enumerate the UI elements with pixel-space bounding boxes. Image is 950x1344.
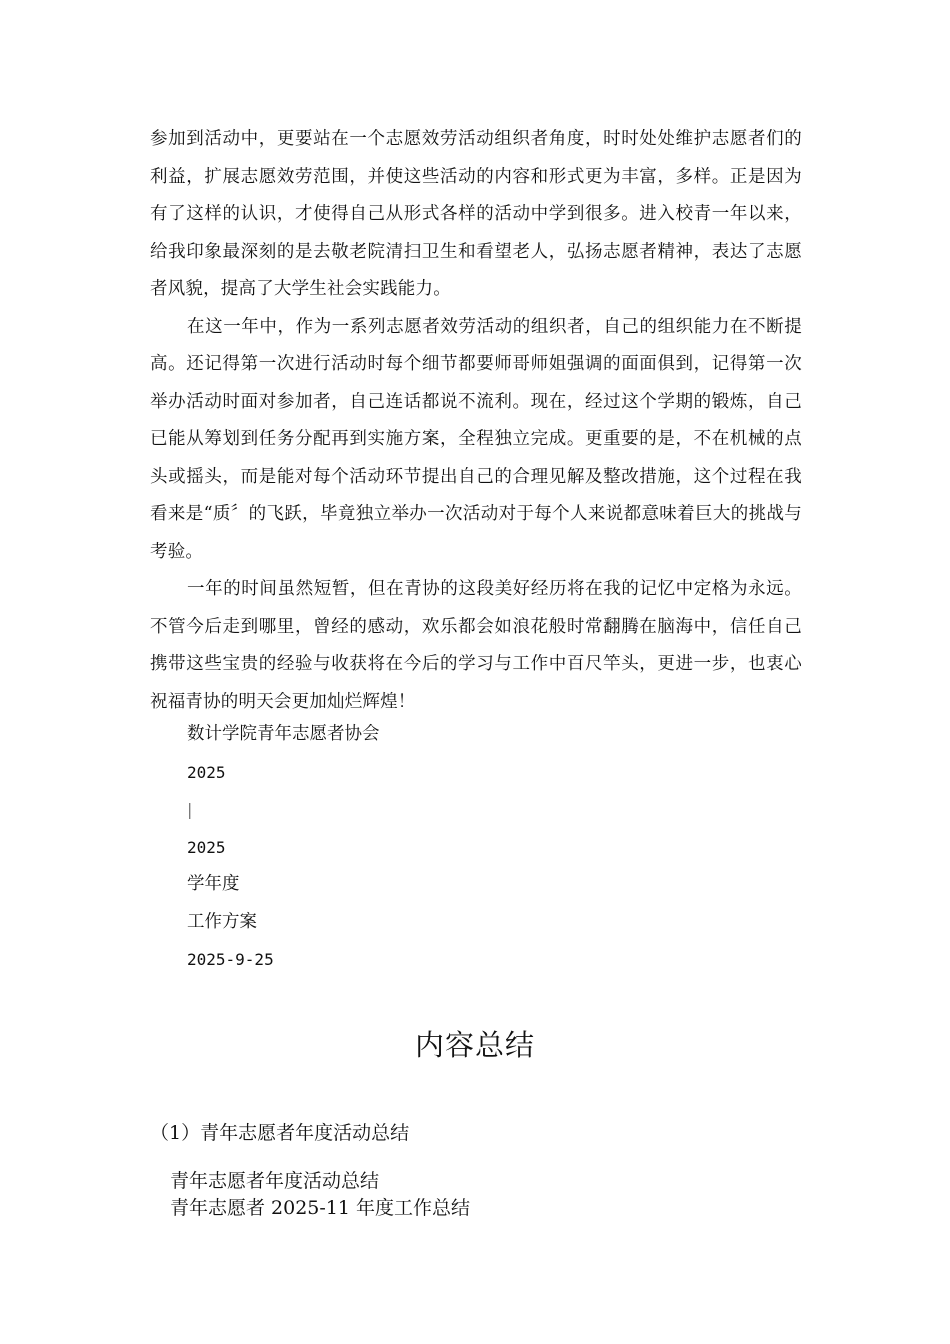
signature-separator: | — [187, 800, 193, 819]
summary-line-2: 青年志愿者 2025-11 年度工作总结 — [170, 1197, 471, 1219]
signature-term: 学年度 — [187, 874, 240, 894]
paragraph-3: 一年的时间虽然短暂，但在青协的这段美好经历将在我的记忆中定格为永远。不管今后走到哪里，曾经的感动，欢乐都会如浪花般时常翻腾在脑海中，信任自己携带这些宝贵的经验与收获将在今后的学习与工作中百尺竿头，更进一步，也衷心祝福青协的明天会更加灿烂辉煌！ — [150, 579, 802, 712]
summary-line-1: 青年志愿者年度活动总结 — [170, 1170, 380, 1192]
summary-item-lines — [170, 1168, 470, 1222]
summary-item-heading: （1）青年志愿者年度活动总结 — [150, 1122, 410, 1144]
signature-doc-type: 工作方案 — [187, 911, 257, 932]
signature-year-start: 2025 — [187, 762, 226, 782]
summary-title: 内容总结 — [414, 1028, 535, 1062]
signature-date: 2025-9-25 — [187, 950, 274, 969]
signature-year-end: 2025 — [187, 837, 226, 857]
body-text — [150, 121, 802, 721]
paragraph-1: 参加到活动中，更要站在一个志愿效劳活动组织者角度，时时处处维护志愿者们的利益，扩展志愿效劳范围，并使这些活动的内容和形式更为丰富，多样。正是因为有了这样的认识，才使得自己从形式各样的活动中学到很多。进入校青一年以来，给我印象最深刻的是去敬老院清扫卫生和看望老人，弘扬志愿者精神，表达了志愿者风貌，提高了大学生社会实践能力。 — [150, 129, 802, 299]
signature-block — [187, 716, 380, 979]
paragraph-2: 在这一年中，作为一系列志愿者效劳活动的组织者，自己的组织能力在不断提高。还记得第一次进行活动时每个细节都要师哥师姐强调的面面俱到，记得第一次举办活动时面对参加者，自己连话都说不流利。现在，经过这个学期的锻炼，自己已能从筹划到任务分配再到实施方案，全程独立完成。更重要的是，不在机械的点头或摇头，而是能对每个活动环节提出自己的合理见解及整改措施，这个过程在我看来是“质〞的飞跃，毕竟独立举办一次活动对于每个人来说都意味着巨大的挑战与考验。 — [150, 316, 802, 562]
signature-organization: 数计学院青年志愿者协会 — [187, 724, 380, 744]
